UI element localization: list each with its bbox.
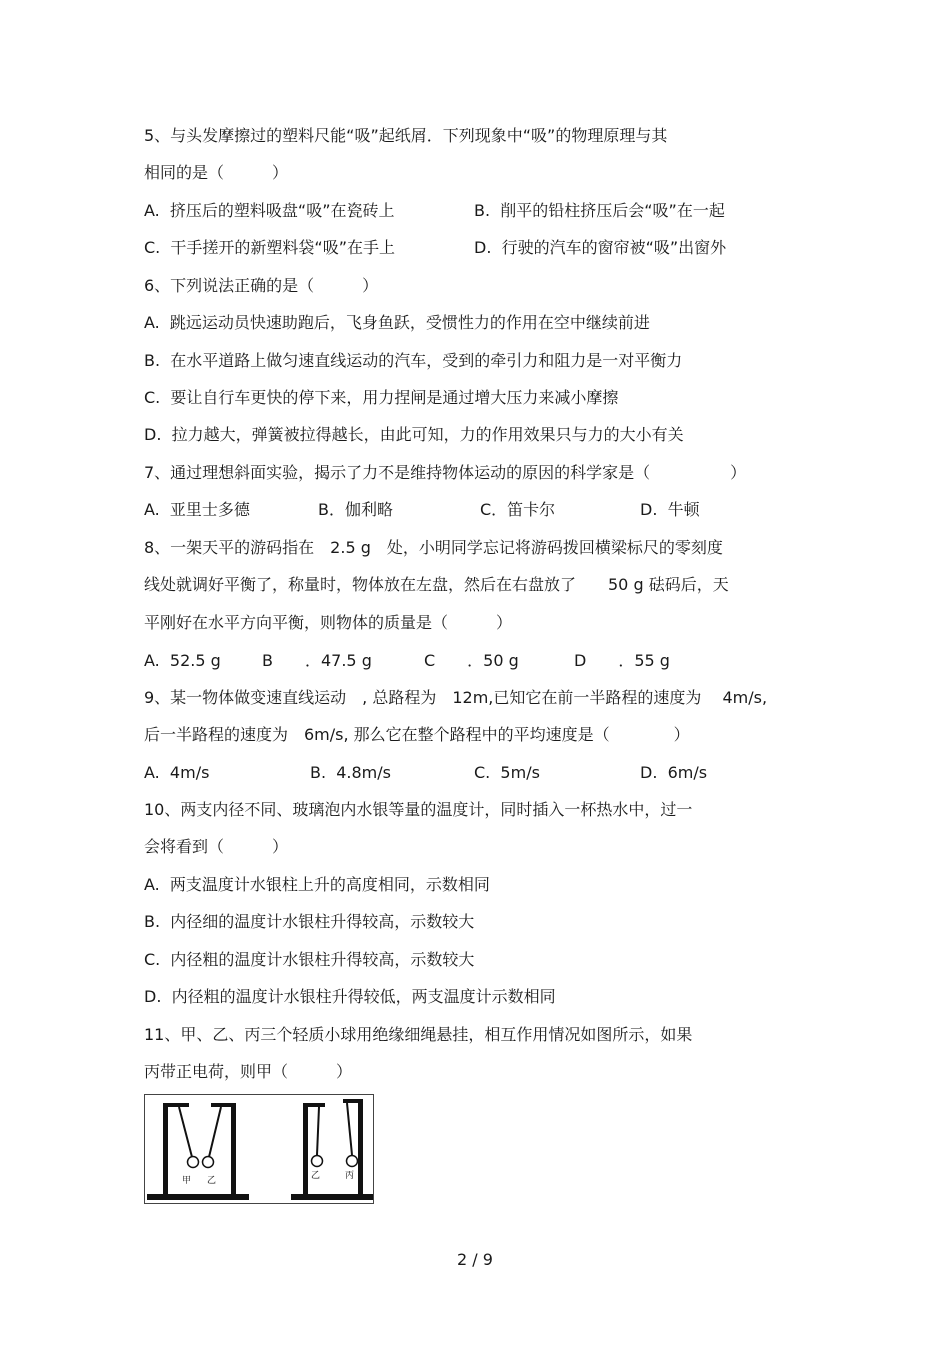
q10-stem-line2: 会将看到（ ） (144, 837, 289, 856)
q11-stem-line1: 11、甲、乙、丙三个轻质小球用绝缘细绳悬挂，相互作用情况如图所示，如果 (144, 1025, 693, 1044)
ball-jia (188, 1157, 199, 1168)
label-jia: 甲 (182, 1176, 192, 1186)
q7-option-b: B．伽利略 (318, 500, 393, 519)
q7-option-c: C．笛卡尔 (480, 500, 556, 519)
q6-option-d: D. 拉力越大，弹簧被拉得越长，由此可知，力的作用效果只与力的大小有关 (144, 425, 684, 444)
label-bing: 丙 (345, 1171, 355, 1181)
right-stand-beam-left (303, 1103, 325, 1107)
q10-option-a: A. 两支温度计水银柱上升的高度相同，示数相同 (144, 875, 490, 894)
right-stand-beam-right (343, 1099, 363, 1103)
q10-stem-line1: 10、两支内径不同、玻璃泡内水银等量的温度计，同时插入一杯热水中，过一 (144, 800, 693, 819)
q9-option-d: D. 6m/s (640, 763, 708, 782)
q7-stem: 7、通过理想斜面实验，揭示了力不是维持物体运动的原因的科学家是（ ） (144, 463, 747, 482)
q11-figure (144, 1094, 374, 1204)
right-stand-post-left (303, 1105, 308, 1195)
q8-stem-line2: 线处就调好平衡了，称量时，物体放在左盘，然后在右盘放了 50 g 砝码后，天 (144, 575, 729, 594)
string-yi-left (209, 1107, 221, 1157)
q5-option-a: A. 挤压后的塑料吸盘“吸”在瓷砖上 (144, 201, 395, 220)
q9-option-b: B. 4.8m/s (310, 763, 391, 782)
left-stand-beam-left (163, 1103, 189, 1107)
q8-option-d: D ．55 g (574, 651, 670, 670)
pendulum-diagram (145, 1095, 373, 1203)
q5-stem-line1: 5、与头发摩擦过的塑料尺能“吸”起纸屑．下列现象中“吸”的物理原理与其 (144, 126, 668, 145)
q6-stem: 6、下列说法正确的是（ ） (144, 276, 379, 295)
page-number: 2 / 9 (457, 1250, 493, 1269)
q5-option-b: B. 削平的铅柱挤压后会“吸”在一起 (474, 201, 725, 220)
q6-option-b: B. 在水平道路上做匀速直线运动的汽车，受到的牵引力和阻力是一对平衡力 (144, 351, 683, 370)
right-stand-post-right (358, 1101, 363, 1195)
q9-stem-line2: 后一半路程的速度为 6m/s, 那么它在整个路程中的平均速度是（ ） (144, 725, 690, 744)
q6-option-c: C. 要让自行车更快的停下来，用力捏闸是通过增大压力来减小摩擦 (144, 388, 619, 407)
q7-option-a: A. 亚里士多德 (144, 500, 250, 519)
q10-option-d: D. 内径粗的温度计水银柱升得较低，两支温度计示数相同 (144, 987, 556, 1006)
q8-option-b: B ．47.5 g (262, 651, 372, 670)
left-stand-post-left (163, 1105, 168, 1195)
q5-stem-line2: 相同的是（ ） (144, 163, 289, 182)
ball-bing (347, 1156, 358, 1167)
q8-option-c: C ．50 g (424, 651, 519, 670)
string-yi-right (317, 1107, 319, 1155)
q11-stem-line2: 丙带正电荷，则甲（ ） (144, 1062, 353, 1081)
left-stand-beam-right (211, 1103, 236, 1107)
q5-option-d: D. 行驶的汽车的窗帘被“吸”出窗外 (474, 238, 727, 257)
q7-option-d: D. 牛顿 (640, 500, 700, 519)
q8-stem-line1: 8、一架天平的游码指在 2.5 g 处，小明同学忘记将游码拨回横梁标尺的零刻度 (144, 538, 723, 557)
string-bing (347, 1103, 352, 1155)
left-stand-post-right (231, 1105, 236, 1195)
q9-stem-line1: 9、某一物体做变速直线运动 , 总路程为 12m,已知它在前一半路程的速度为 4m/s, (144, 688, 768, 707)
q8-option-a: A. 52.5 g (144, 651, 221, 670)
label-yi-left: 乙 (207, 1176, 217, 1186)
q6-option-a: A. 跳远运动员快速助跑后，飞身鱼跃，受惯性力的作用在空中继续前进 (144, 313, 650, 332)
string-jia (179, 1107, 192, 1157)
q8-stem-line3: 平刚好在水平方向平衡，则物体的质量是（ ） (144, 613, 513, 632)
q5-option-c: C. 干手搓开的新塑料袋“吸”在手上 (144, 238, 396, 257)
q10-option-c: C. 内径粗的温度计水银柱升得较高，示数较大 (144, 950, 475, 969)
label-yi-right: 乙 (311, 1171, 321, 1181)
q9-option-a: A. 4m/s (144, 763, 210, 782)
q9-option-c: C. 5m/s (474, 763, 540, 782)
ball-yi-left (203, 1157, 214, 1168)
ball-yi-right (312, 1156, 323, 1167)
q10-option-b: B. 内径细的温度计水银柱升得较高，示数较大 (144, 912, 475, 931)
